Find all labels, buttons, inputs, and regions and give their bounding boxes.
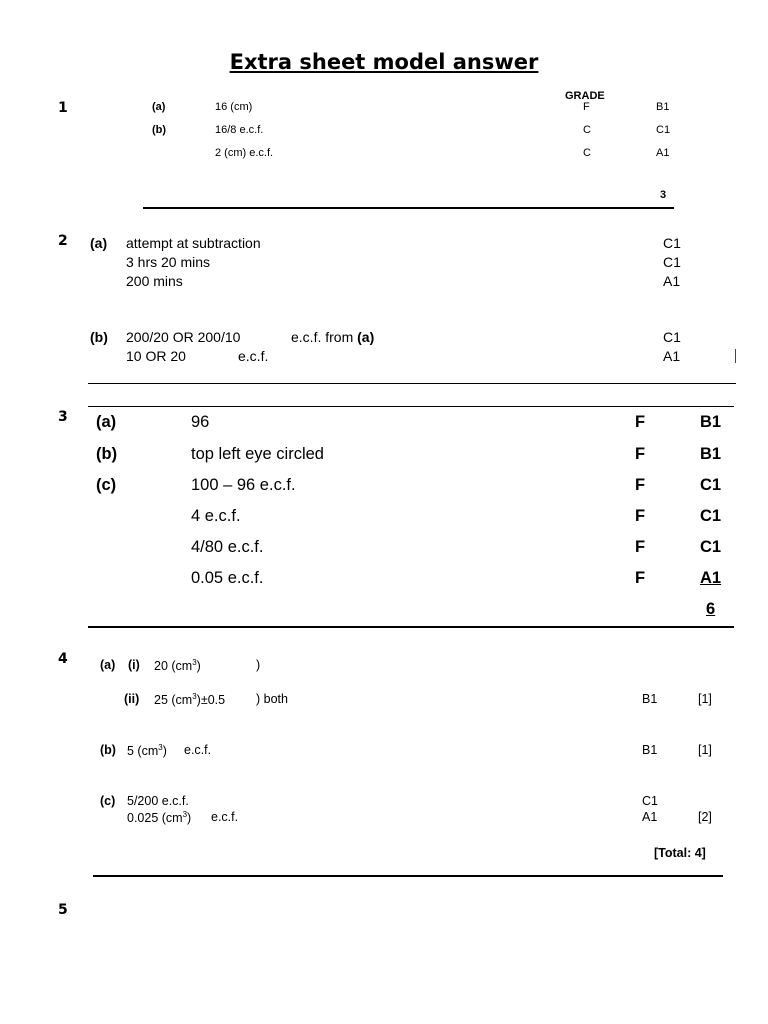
q3-mark-c1: C1 — [700, 476, 722, 494]
q4-b-sup: 3 — [158, 743, 163, 752]
q3-grade-c4: F — [635, 569, 646, 587]
question-2-number: 2 — [58, 233, 68, 249]
q4-c-mark1: C1 — [642, 794, 658, 808]
q3-part-c: (c) — [96, 476, 117, 494]
q2-a-mark3: A1 — [663, 273, 681, 289]
q1-divider — [143, 207, 674, 209]
grade-header-cut: GRADE — [565, 90, 605, 102]
q4-divider — [93, 875, 723, 877]
q4-b-answer: 5 $(cm^3)$ — [127, 743, 167, 759]
q1-mark-b: C1 — [656, 124, 671, 136]
q4-b-total: [1] — [698, 743, 712, 757]
q3-mark-c3: C1 — [700, 538, 722, 556]
q4-part-a-i: (i) — [128, 658, 140, 672]
q4-b-note: e.c.f. — [184, 743, 212, 757]
q4-part-b: (b) — [100, 743, 116, 757]
q4-b-text: 5 (cm — [127, 744, 159, 759]
q3-answer-a: 96 — [191, 413, 210, 431]
q4-c-total: [2] — [698, 810, 712, 824]
q2-a-mark2: C1 — [663, 254, 681, 270]
q1-answer-b: 16/8 e.c.f. — [215, 124, 264, 136]
q3-grade-c1: F — [635, 476, 646, 494]
q3-mark-a: B1 — [700, 413, 722, 431]
q1-answer-a: 16 (cm) — [215, 101, 253, 113]
q4-c-sup: 3 — [182, 810, 188, 819]
q3-grade-c2: F — [635, 507, 646, 525]
q1-total: 3 — [660, 189, 667, 201]
q3-mark-c2: C1 — [700, 507, 722, 525]
q4-a-ii-answer: 25 $(cm^3)\pm 0.5$ — [154, 692, 226, 708]
q4-c-mark2: A1 — [642, 810, 658, 824]
question-3-number: 3 — [58, 409, 68, 425]
q2-divider — [88, 383, 736, 384]
q3-grade-b: F — [635, 445, 646, 463]
q2-b-mark1: C1 — [663, 329, 681, 345]
question-1-number: 1 — [58, 100, 68, 116]
q4-part-a: (a) — [100, 658, 116, 672]
q2-a-line2: 3 hrs 20 mins — [126, 254, 211, 270]
q4-a-brace-top: ) — [256, 658, 261, 672]
q2-a-line3: 200 mins — [126, 273, 183, 289]
q3-part-b: (b) — [96, 445, 118, 463]
q1-part-b: (b) — [152, 124, 167, 136]
q1-grade-a: F — [583, 101, 590, 113]
q4-c-note: e.c.f. — [211, 810, 239, 824]
q3-divider — [88, 626, 734, 628]
q3-answer-c3: 4/80 e.c.f. — [191, 538, 264, 556]
q2-b-line1-note — [291, 329, 374, 345]
q3-answer-c1: 100 – 96 e.c.f. — [191, 476, 296, 494]
q4-a-i-answer: 20 $(cm^3)$ — [154, 658, 201, 674]
q4-a-ii-text: 25 (cm — [154, 693, 193, 708]
question-4-number: 4 — [58, 651, 68, 667]
q4-part-c: (c) — [100, 794, 116, 808]
q4-c-line2-text: 0.025 (cm — [127, 811, 183, 826]
q4-a-ii-note: ) both — [256, 692, 288, 706]
q2-b-line2-note: e.c.f. — [238, 348, 269, 364]
q4-a-ii-sup: 3 — [192, 692, 197, 701]
page-title: Extra sheet model answer — [229, 50, 539, 74]
q1-mark-a: B1 — [656, 101, 670, 113]
q2-b-note-ref: (a) — [357, 329, 375, 345]
q4-a-i-sup: 3 — [192, 658, 197, 667]
q3-part-a: (a) — [96, 413, 117, 431]
q4-a-i-text: 20 (cm — [154, 659, 193, 674]
q4-a-mark: B1 — [642, 692, 658, 706]
q4-b-mark: B1 — [642, 743, 658, 757]
q2-part-a: (a) — [90, 235, 108, 251]
q1-part-a: (a) — [152, 101, 166, 113]
margin-tick — [735, 349, 736, 363]
question-5-number: 5 — [58, 902, 68, 918]
q2-part-b: (b) — [90, 329, 108, 345]
q3-mark-c4: A1 — [700, 569, 722, 587]
q3-grade-a: F — [635, 413, 646, 431]
q3-answer-c4: 0.05 e.c.f. — [191, 569, 264, 587]
q3-mark-b: B1 — [700, 445, 722, 463]
q3-top-rule — [88, 406, 734, 407]
q2-b-note-text: e.c.f. from — [291, 329, 358, 345]
q4-c-line2: 0.025 $(cm^3)$ — [127, 810, 192, 826]
q2-a-mark1: C1 — [663, 235, 681, 251]
q4-part-a-ii: (ii) — [124, 692, 140, 706]
q4-grand-total: [Total: 4] — [654, 846, 706, 860]
q3-grade-c3: F — [635, 538, 646, 556]
q2-b-line1: 200/20 OR 200/10 — [126, 329, 241, 345]
q4-a-ii-tol: ±0.5 — [200, 693, 226, 708]
q3-total: 6 — [706, 600, 716, 618]
q1-grade-b2: C — [583, 147, 591, 159]
q1-grade-b: C — [583, 124, 591, 136]
q4-c-line1: 5/200 e.c.f. — [127, 794, 189, 808]
q2-a-line1: attempt at subtraction — [126, 235, 261, 251]
q2-b-line2: 10 OR 20 — [126, 348, 186, 364]
q3-answer-c2: 4 e.c.f. — [191, 507, 241, 525]
q2-b-mark2: A1 — [663, 348, 681, 364]
q4-a-total: [1] — [698, 692, 712, 706]
q3-answer-b: top left eye circled — [191, 445, 324, 463]
q1-mark-b2: A1 — [656, 147, 670, 159]
q1-answer-b2: 2 (cm) e.c.f. — [215, 147, 274, 159]
